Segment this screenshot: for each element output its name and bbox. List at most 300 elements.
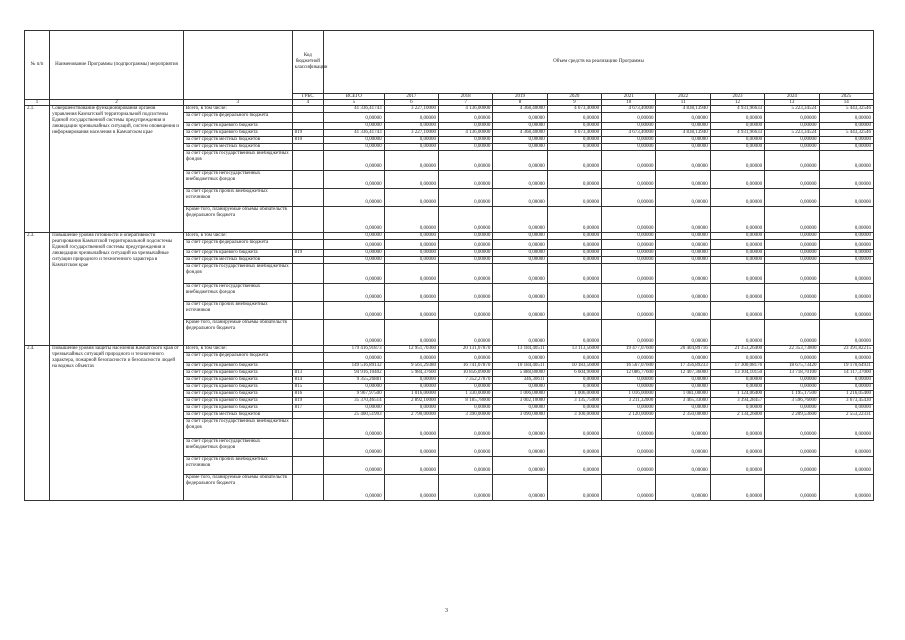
funding-source: Кроме того, планируемые объемы обязательств федерального бюджета — [183, 475, 292, 501]
amount-cell: 0,00000 — [602, 284, 656, 302]
amount-cell: 0,00000 — [493, 384, 547, 391]
section-name: Повышение уровня защиты населения Камчатского края от чрезвычайных ситуаций природного и техногенного характера, пожарной безопасности и безопасности людей на водных объектах — [50, 346, 184, 501]
section-number: 2.3. — [25, 233, 50, 346]
subheader-cell: 2021 — [602, 94, 656, 100]
amount-cell: 22 353,73800 — [765, 346, 819, 353]
col-number: 13 — [765, 100, 819, 106]
amount-cell: 20 404,89716 — [656, 346, 710, 353]
amount-cell: 0,00000 — [547, 144, 601, 151]
amount-cell: 0,00000 — [493, 207, 547, 233]
amount-cell: 0,00000 — [493, 113, 547, 123]
amount-cell: 0,00000 — [656, 377, 710, 384]
amount-cell: 0,00000 — [765, 151, 819, 171]
col-number: 4 — [292, 100, 323, 106]
col-number: 11 — [656, 100, 710, 106]
grbs-code: 813 — [292, 370, 323, 377]
amount-cell: 13 104,10150 — [710, 370, 764, 377]
subheader-cell: 2022 — [656, 94, 710, 100]
amount-cell: 1 081,00000 — [656, 391, 710, 398]
amount-cell: 0,00000 — [602, 405, 656, 412]
amount-cell: 1 195,17500 — [765, 391, 819, 398]
funding-source: за счет средств местных бюджетов — [183, 257, 292, 264]
amount-cell: 21 353,26400 — [710, 346, 764, 353]
amount-cell: 0,00000 — [656, 353, 710, 363]
grbs-code: 819 — [292, 130, 323, 137]
amount-cell: 0,00000 — [324, 233, 385, 240]
amount-cell: 1 124,06400 — [710, 391, 764, 398]
grbs-code: 819 — [292, 398, 323, 405]
amount-cell: 0,00000 — [819, 320, 873, 346]
amount-cell: 0,00000 — [656, 320, 710, 346]
amount-cell: 0,00000 — [819, 144, 873, 151]
amount-cell: 0,00000 — [602, 257, 656, 264]
amount-cell: 0,00000 — [710, 457, 764, 475]
amount-cell: 0,00000 — [493, 457, 547, 475]
amount-cell: 0,00000 — [493, 302, 547, 320]
amount-cell: 0,00000 — [656, 233, 710, 240]
amount-cell: 0,00000 — [819, 377, 873, 384]
amount-cell: 0,00000 — [819, 353, 873, 363]
amount-cell: 0,00000 — [324, 189, 385, 207]
header-funding: Объем средств на реализацию Программы — [324, 31, 874, 94]
amount-cell: 0,00000 — [656, 457, 710, 475]
amount-cell: 2 553,22331 — [819, 412, 873, 419]
amount-cell: 0,00000 — [710, 302, 764, 320]
amount-cell: 0,00000 — [656, 257, 710, 264]
col-number: 3 — [183, 100, 292, 106]
amount-cell: 0,00000 — [765, 353, 819, 363]
amount-cell: 0,00000 — [324, 171, 385, 189]
col-number: 2 — [50, 100, 184, 106]
amount-cell: 0,00000 — [602, 144, 656, 151]
amount-cell: 0,00000 — [819, 405, 873, 412]
amount-cell: 0,00000 — [324, 384, 385, 391]
amount-cell: 0,00000 — [765, 419, 819, 439]
amount-cell: 0,00000 — [547, 257, 601, 264]
amount-cell: 0,00000 — [547, 240, 601, 250]
amount-cell: 0,00000 — [602, 113, 656, 123]
subheader-cell: ГРБС — [292, 94, 323, 100]
amount-cell: 0,00000 — [602, 233, 656, 240]
amount-cell: 0,00000 — [819, 457, 873, 475]
table-body — [25, 106, 874, 501]
amount-cell: 0,00000 — [710, 240, 764, 250]
amount-cell: 5 888,80000 — [493, 370, 547, 377]
grbs-code: 816 — [292, 391, 323, 398]
amount-cell: 0,00000 — [324, 457, 385, 475]
subheader-cell: 2020 — [547, 94, 601, 100]
amount-cell: 3 211,32000 — [602, 398, 656, 405]
amount-cell: 0,00000 — [384, 137, 438, 144]
amount-cell: 0,00000 — [439, 419, 493, 439]
funding-source: за счет средств федерального бюджета — [183, 113, 292, 123]
funding-source: за счет средств негосударственных внебюджетных фондов — [183, 171, 292, 189]
amount-cell: 0,00000 — [493, 320, 547, 346]
amount-cell: 1 330,00000 — [439, 391, 493, 398]
funding-table — [24, 30, 874, 501]
amount-cell: 0,00000 — [765, 320, 819, 346]
header-num: № п/п — [25, 31, 50, 100]
amount-cell: 0,00000 — [384, 353, 438, 363]
funding-source: за счет средств негосударственных внебюджетных фондов — [183, 439, 292, 457]
funding-source: за счет средств местных бюджетов — [183, 137, 292, 144]
amount-cell: 3 135,75000 — [547, 398, 601, 405]
section-name: Совершенствование функционирования органов управления Камчатской территориальной подсистемы Единой государственной системы предупреждения и ликвидации чрезвычайных ситуаций, систем оповещения и информирования населения в Камчатском крае — [50, 106, 184, 233]
funding-source: за счет средств краевого бюджета — [183, 123, 292, 130]
amount-cell: 0,00000 — [602, 439, 656, 457]
funding-source: за счет средств краевого бюджета — [183, 370, 292, 377]
amount-cell: 41 336,41743 — [324, 106, 385, 113]
grbs-code — [292, 346, 323, 353]
amount-cell: 0,00000 — [710, 405, 764, 412]
amount-cell: 0,00000 — [602, 377, 656, 384]
amount-cell: 2 790,00000 — [384, 412, 438, 419]
funding-source: за счет средств краевого бюджета — [183, 130, 292, 137]
amount-cell: 0,00000 — [819, 419, 873, 439]
grbs-code — [292, 171, 323, 189]
amount-cell: 0,00000 — [493, 189, 547, 207]
amount-cell: 0,00000 — [656, 405, 710, 412]
funding-source: за счет средств краевого бюджета — [183, 384, 292, 391]
amount-cell: 0,00000 — [384, 113, 438, 123]
amount-cell: 0,00000 — [547, 405, 601, 412]
amount-cell: 4 673,40000 — [547, 106, 601, 113]
amount-cell: 0,00000 — [710, 257, 764, 264]
amount-cell: 1 216,05400 — [819, 391, 873, 398]
amount-cell: 1 016,00000 — [384, 391, 438, 398]
amount-cell: 0,00000 — [710, 233, 764, 240]
amount-cell: 0,00000 — [819, 151, 873, 171]
amount-cell: 5 984,37600 — [384, 370, 438, 377]
section-name: Повышение уровня готовности и оперативности реагирования Камчатской территориальной подсистемы Единой государственной системы предупреждения и ликвидации чрезвычайных ситуаций на чрезвычайные ситуации природного и техногенного характера в Камчатском крае — [50, 233, 184, 346]
grbs-code — [292, 457, 323, 475]
amount-cell: 4 673,40000 — [547, 130, 601, 137]
amount-cell: 3 227,10000 — [384, 130, 438, 137]
amount-cell: 0,00000 — [324, 250, 385, 257]
amount-cell: 0,00000 — [439, 171, 493, 189]
amount-cell: 5 223,34524 — [765, 106, 819, 113]
amount-cell: 4 838,13940 — [656, 130, 710, 137]
amount-cell: 0,00000 — [439, 233, 493, 240]
grbs-code — [292, 439, 323, 457]
amount-cell: 1 006,00000 — [547, 391, 601, 398]
subheader-cell: ВСЕГО — [324, 94, 385, 100]
amount-cell: 0,00000 — [710, 250, 764, 257]
grbs-code — [292, 302, 323, 320]
amount-cell: 0,00000 — [439, 384, 493, 391]
amount-cell: 0,00000 — [493, 284, 547, 302]
amount-cell: 35 370,46514 — [324, 398, 385, 405]
amount-cell: 7 352,27870 — [439, 377, 493, 384]
amount-cell: 0,00000 — [493, 240, 547, 250]
amount-cell: 0,00000 — [819, 233, 873, 240]
amount-cell: 41 336,41743 — [324, 130, 385, 137]
amount-cell: 0,00000 — [765, 457, 819, 475]
amount-cell: 0,00000 — [602, 250, 656, 257]
amount-cell: 0,00000 — [439, 284, 493, 302]
amount-cell: 0,00000 — [547, 113, 601, 123]
amount-cell: 0,00000 — [324, 353, 385, 363]
amount-cell: 0,00000 — [656, 189, 710, 207]
amount-cell: 19 477,07600 — [602, 346, 656, 353]
col-number: 1 — [25, 100, 50, 106]
amount-cell: 0,00000 — [819, 171, 873, 189]
amount-cell: 0,00000 — [493, 137, 547, 144]
amount-cell: 0,00000 — [439, 439, 493, 457]
amount-cell: 2 120,00000 — [602, 412, 656, 419]
grbs-code — [292, 106, 323, 113]
amount-cell: 23 391,82215 — [819, 346, 873, 353]
amount-cell: 0,00000 — [602, 137, 656, 144]
amount-cell: 179 416,91873 — [324, 346, 385, 353]
amount-cell: 0,00000 — [765, 439, 819, 457]
amount-cell: 0,00000 — [819, 264, 873, 284]
amount-cell: 0,00000 — [710, 475, 764, 501]
amount-cell: 14 117,37000 — [819, 370, 873, 377]
amount-cell: 0,00000 — [493, 250, 547, 257]
col-number: 9 — [547, 100, 601, 106]
amount-cell: 94 916,10402 — [324, 370, 385, 377]
amount-cell: 12 086,77600 — [602, 370, 656, 377]
amount-cell: 0,00000 — [765, 123, 819, 130]
amount-cell: 3 596,76000 — [765, 398, 819, 405]
funding-source: за счет средств государственных внебюджетных фондов — [183, 151, 292, 171]
amount-cell: 0,00000 — [710, 284, 764, 302]
amount-cell: 0,00000 — [493, 233, 547, 240]
col-number: 14 — [819, 100, 873, 106]
amount-cell: 0,00000 — [439, 250, 493, 257]
amount-cell: 3 465,33000 — [656, 398, 710, 405]
amount-cell: 0,00000 — [547, 233, 601, 240]
amount-cell: 0,00000 — [819, 123, 873, 130]
amount-cell: 0,00000 — [765, 475, 819, 501]
amount-cell: 0,00000 — [602, 264, 656, 284]
amount-cell: 0,00000 — [493, 405, 547, 412]
amount-cell: 0,00000 — [493, 475, 547, 501]
amount-cell: 0,00000 — [324, 264, 385, 284]
amount-cell: 0,00000 — [384, 419, 438, 439]
grbs-code — [292, 207, 323, 233]
amount-cell: 0,00000 — [324, 151, 385, 171]
amount-cell: 0,00000 — [656, 384, 710, 391]
header-source — [183, 31, 292, 100]
grbs-code: 814 — [292, 377, 323, 384]
table-row — [25, 106, 874, 113]
amount-cell: 2 350,00000 — [656, 412, 710, 419]
amount-cell: 25 400,51993 — [324, 412, 385, 419]
subheader-cell: 2017 — [384, 94, 438, 100]
amount-cell: 5 443,32546 — [819, 130, 873, 137]
amount-cell: 4 368,40000 — [493, 130, 547, 137]
funding-source: за счет средств местных бюджетов — [183, 144, 292, 151]
amount-cell: 0,00000 — [547, 264, 601, 284]
amount-cell: 0,00000 — [547, 377, 601, 384]
amount-cell: 0,00000 — [384, 475, 438, 501]
amount-cell: 6 604,90000 — [547, 370, 601, 377]
grbs-code — [292, 353, 323, 363]
amount-cell: 0,00000 — [439, 144, 493, 151]
funding-source: Кроме того, планируемые объемы обязательств федерального бюджета — [183, 320, 292, 346]
amount-cell: 0,00000 — [384, 264, 438, 284]
grbs-code — [292, 151, 323, 171]
amount-cell: 18 675,73420 — [765, 363, 819, 370]
grbs-code — [292, 257, 323, 264]
amount-cell: 0,00000 — [324, 144, 385, 151]
amount-cell: 0,00000 — [384, 320, 438, 346]
funding-source: за счет средств краевого бюджета — [183, 250, 292, 257]
amount-cell: 0,00000 — [765, 144, 819, 151]
amount-cell: 0,00000 — [765, 264, 819, 284]
amount-cell: 10 184,40511 — [493, 363, 547, 370]
amount-cell: 0,00000 — [602, 207, 656, 233]
amount-cell: 9 967,97500 — [324, 391, 385, 398]
amount-cell: 0,00000 — [765, 384, 819, 391]
header-name: Наименование Программы (подпрограммы) мероприятия — [50, 31, 184, 100]
amount-cell: 0,00000 — [765, 240, 819, 250]
col-number: 7 — [439, 100, 493, 106]
amount-cell: 8 185,78000 — [439, 398, 493, 405]
amount-cell: 0,00000 — [493, 171, 547, 189]
amount-cell: 0,00000 — [439, 240, 493, 250]
grbs-code: 810 — [292, 137, 323, 144]
amount-cell: 0,00000 — [547, 123, 601, 130]
funding-source: за счет средств прочих внебюджетных источников — [183, 189, 292, 207]
amount-cell: 0,00000 — [439, 302, 493, 320]
amount-cell: 0,00000 — [493, 439, 547, 457]
amount-cell: 0,00000 — [439, 137, 493, 144]
amount-cell: 0,00000 — [656, 250, 710, 257]
amount-cell: 17 356,89233 — [656, 363, 710, 370]
amount-cell: 0,00000 — [710, 123, 764, 130]
amount-cell: 0,00000 — [384, 144, 438, 151]
amount-cell: 0,00000 — [819, 475, 873, 501]
amount-cell: 0,00000 — [493, 419, 547, 439]
amount-cell: 0,00000 — [439, 264, 493, 284]
amount-cell: 3 673,45430 — [819, 398, 873, 405]
amount-cell: 4 368,40000 — [493, 106, 547, 113]
amount-cell: 0,00000 — [547, 137, 601, 144]
amount-cell: 0,00000 — [324, 439, 385, 457]
amount-cell: 0,00000 — [656, 137, 710, 144]
amount-cell: 0,00000 — [765, 137, 819, 144]
funding-source: за счет средств государственных внебюджетных фондов — [183, 264, 292, 284]
grbs-code — [292, 320, 323, 346]
subheader-cell: 2023 — [710, 94, 764, 100]
amount-cell: 0,00000 — [324, 320, 385, 346]
amount-cell: 3 394,28457 — [710, 398, 764, 405]
amount-cell: 0,00000 — [710, 151, 764, 171]
amount-cell: 0,00000 — [656, 475, 710, 501]
page-number: 3 — [445, 608, 448, 614]
amount-cell: 0,00000 — [602, 302, 656, 320]
amount-cell: 0,00000 — [656, 123, 710, 130]
amount-cell: 0,00000 — [547, 439, 601, 457]
amount-cell: 0,00000 — [324, 123, 385, 130]
amount-cell: 0,00000 — [765, 405, 819, 412]
amount-cell: 346,30611 — [493, 377, 547, 384]
funding-source: Всего, в том числе: — [183, 106, 292, 113]
subheader-cell: 2019 — [493, 94, 547, 100]
amount-cell: 0,00000 — [324, 257, 385, 264]
grbs-code — [292, 419, 323, 439]
subheader-cell: 2025 — [819, 94, 873, 100]
amount-cell: 9 561,29380 — [384, 363, 438, 370]
amount-cell: 0,00000 — [710, 189, 764, 207]
amount-cell: 0,00000 — [765, 207, 819, 233]
amount-cell: 0,00000 — [819, 250, 873, 257]
funding-source: за счет средств государственных внебюджетных фондов — [183, 419, 292, 439]
amount-cell: 0,00000 — [602, 240, 656, 250]
amount-cell: 0,00000 — [602, 151, 656, 171]
amount-cell: 0,00000 — [439, 457, 493, 475]
amount-cell: 9 355,26881 — [324, 377, 385, 384]
amount-cell: 0,00000 — [765, 302, 819, 320]
grbs-code — [292, 123, 323, 130]
funding-source: за счет средств краевого бюджета — [183, 363, 292, 370]
amount-cell: 0,00000 — [656, 419, 710, 439]
amount-cell: 0,00000 — [819, 257, 873, 264]
amount-cell: 0,00000 — [439, 189, 493, 207]
amount-cell: 0,00000 — [819, 240, 873, 250]
amount-cell: 4 673,40000 — [602, 106, 656, 113]
amount-cell: 0,00000 — [765, 113, 819, 123]
col-number: 12 — [710, 100, 764, 106]
grbs-code — [292, 475, 323, 501]
amount-cell: 0,00000 — [710, 144, 764, 151]
amount-cell: 0,00000 — [656, 240, 710, 250]
amount-cell: 0,00000 — [547, 151, 601, 171]
amount-cell: 4 136,00000 — [439, 130, 493, 137]
amount-cell: 0,00000 — [384, 123, 438, 130]
amount-cell: 0,00000 — [384, 207, 438, 233]
amount-cell: 3 090,00000 — [493, 412, 547, 419]
amount-cell: 0,00000 — [384, 302, 438, 320]
grbs-code — [292, 144, 323, 151]
grbs-code: 817 — [292, 405, 323, 412]
amount-cell: 0,00000 — [547, 250, 601, 257]
amount-cell: 0,00000 — [547, 353, 601, 363]
funding-source: за счет средств краевого бюджета — [183, 391, 292, 398]
amount-cell: 0,00000 — [710, 419, 764, 439]
header-code: Код бюджетной классификации — [292, 31, 323, 94]
amount-cell: 0,00000 — [765, 233, 819, 240]
amount-cell: 0,00000 — [656, 302, 710, 320]
funding-source: за счет средств краевого бюджета — [183, 377, 292, 384]
amount-cell: 0,00000 — [710, 207, 764, 233]
amount-cell: 0,00000 — [439, 207, 493, 233]
amount-cell: 0,00000 — [656, 264, 710, 284]
subheader-cell: 2018 — [439, 94, 493, 100]
amount-cell: 0,00000 — [493, 264, 547, 284]
amount-cell: 0,00000 — [547, 207, 601, 233]
amount-cell: 0,00000 — [493, 151, 547, 171]
amount-cell: 0,00000 — [324, 405, 385, 412]
amount-cell: 5 443,32546 — [819, 106, 873, 113]
amount-cell: 0,00000 — [819, 302, 873, 320]
amount-cell: 0,00000 — [710, 320, 764, 346]
amount-cell: 19 170,64931 — [819, 363, 873, 370]
amount-cell: 5 223,34524 — [765, 130, 819, 137]
amount-cell: 0,00000 — [656, 439, 710, 457]
grbs-code: 815 — [292, 384, 323, 391]
amount-cell: 0,00000 — [710, 384, 764, 391]
amount-cell: 0,00000 — [384, 240, 438, 250]
amount-cell: 0,00000 — [384, 233, 438, 240]
amount-cell: 0,00000 — [547, 457, 601, 475]
amount-cell: 0,00000 — [602, 353, 656, 363]
amount-cell: 0,00000 — [765, 171, 819, 189]
amount-cell: 20 131,07870 — [439, 346, 493, 353]
